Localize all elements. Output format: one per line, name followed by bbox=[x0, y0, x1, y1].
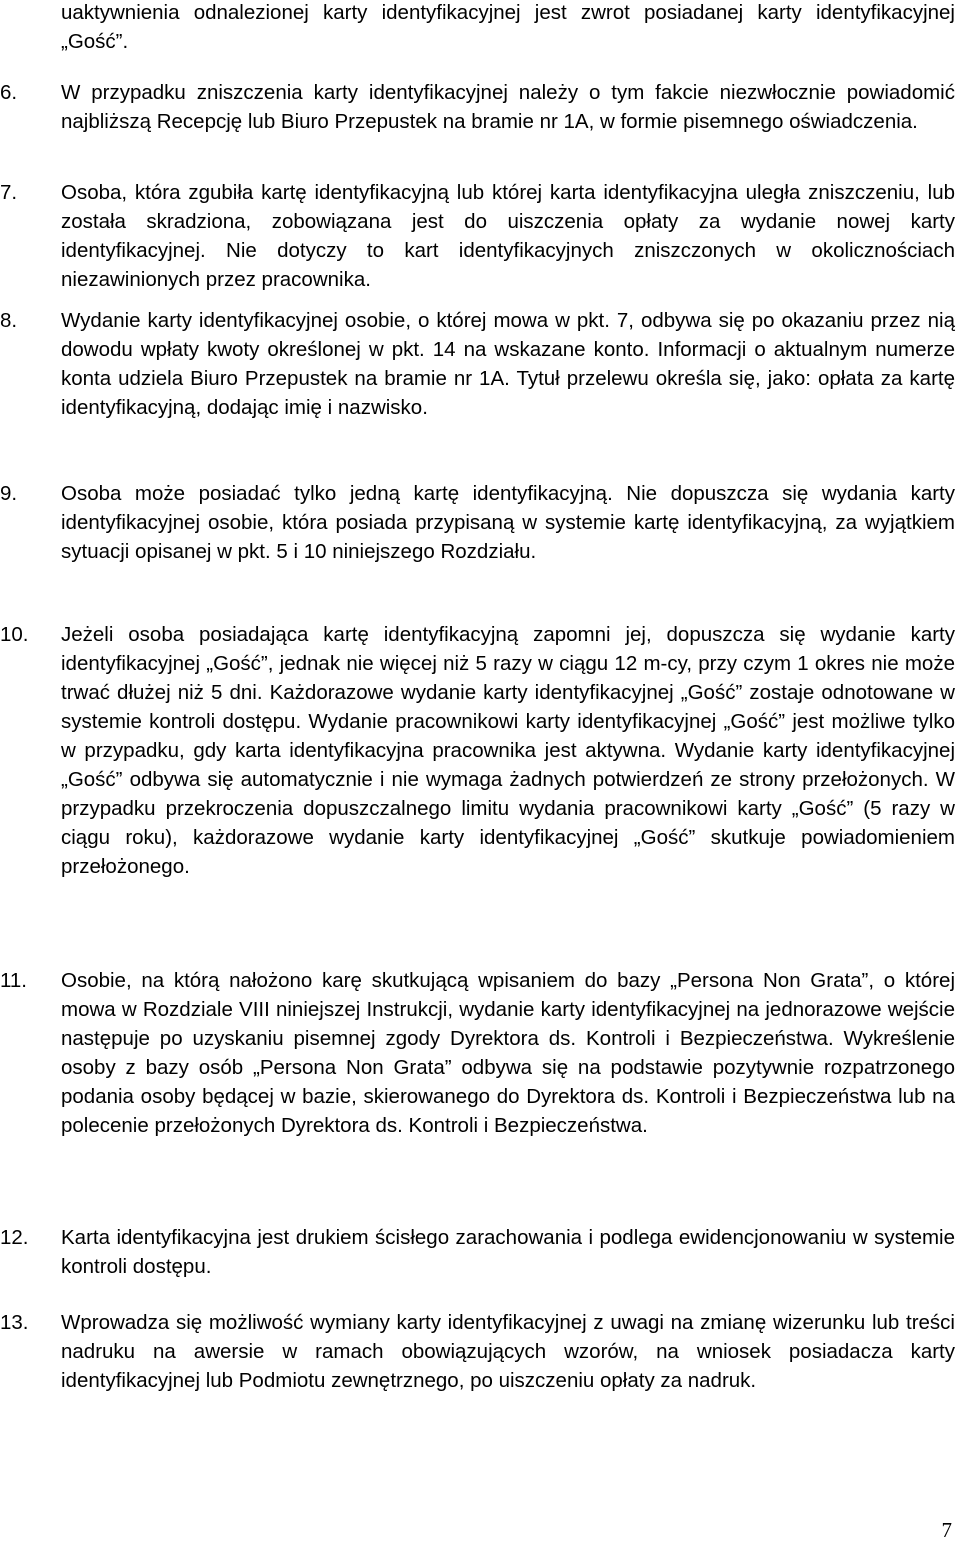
item-number: 10. bbox=[0, 623, 29, 646]
item-text: Wydanie karty identyfikacyjnej osobie, o której mowa w pkt. 7, odbywa się po okazaniu przez nią dowodu wpłaty kwoty określonej w pkt. 14 na wskazane konto. Informacji o aktualnym numerze konta udziela Biuro Przepustek na bramie nr 1A. Tytuł przelewu określa się, jako: opłata za kartę identyfikacyjną, dodając imię i nazwisko. bbox=[61, 309, 955, 419]
item-text: Jeżeli osoba posiadająca kartę identyfikacyjną zapomni jej, dopuszcza się wydanie karty identyfikacyjnej „Gość”, jednak nie więcej niż 5 razy w ciągu 12 m-cy, przy czym 1 okres nie może trwać dłużej niż 5 dni. Każdorazowe wydanie karty identyfikacyjnej „Gość” zostaje odnotowane w systemie kontroli dostępu. Wydanie pracownikowi karty identyfikacyjnej „Gość” jest możliwe tylko w przypadku, gdy karta identyfikacyjna pracownika jest aktywna. Wydanie karty identyfikacyjnej „Gość” odbywa się automatycznie i nie wymaga żadnych potwierdzeń ze strony przełożonych. W przypadku przekroczenia dopuszczalnego limitu wydania pracownikowi karty „Gość” (5 razy w ciągu roku), każdorazowe wydanie karty identyfikacyjnej „Gość” skutkuje powiadomieniem przełożonego. bbox=[61, 623, 955, 878]
page-number: 7 bbox=[941, 1518, 952, 1542]
item-number: 9. bbox=[0, 482, 18, 505]
item-text: Osobie, na którą nałożono karę skutkującą wpisaniem do bazy „Persona Non Grata”, o której mowa w Rozdziale VIII niniejszej Instrukcji, wydanie karty identyfikacyjnej na jednorazowe wejście następuje po uzyskaniu pisemnej zgody Dyrektora ds. Kontroli i Bezpieczeństwa. Wykreślenie osoby z bazy osób „Persona Non Grata” odbywa się na podstawie pozytywnie rozpatrzonego podania osoby będącej w bazie, skierowanego do Dyrektora ds. Kontroli i Bezpieczeństwa lub na polecenie przełożonych Dyrektora ds. Kontroli i Bezpieczeństwa. bbox=[61, 969, 955, 1137]
item-number: 11. bbox=[0, 969, 27, 992]
item-number: 13. bbox=[0, 1311, 29, 1334]
continuation-paragraph: uaktywnienia odnalezionej karty identyfikacyjnej jest zwrot posiadanej karty identyfikacyjnej „Gość”. bbox=[61, 1, 955, 53]
item-text: Karta identyfikacyjna jest drukiem ścisłego zarachowania i podlega ewidencjonowaniu w systemie kontroli dostępu. bbox=[61, 1226, 955, 1278]
item-text: Wprowadza się możliwość wymiany karty identyfikacyjnej z uwagi na zmianę wizerunku lub treści nadruku na awersie w ramach obowiązujących wzorów, na wniosek posiadacza karty identyfikacyjnej lub Podmiotu zewnętrznego, po uiszczeniu opłaty za nadruk. bbox=[61, 1311, 955, 1392]
item-number: 12. bbox=[0, 1226, 29, 1249]
item-number: 8. bbox=[0, 309, 18, 332]
item-number: 6. bbox=[0, 81, 18, 104]
item-text: Osoba, która zgubiła kartę identyfikacyjną lub której karta identyfikacyjna uległa zniszczeniu, lub została skradziona, zobowiązana jest do uiszczenia opłaty za wydanie nowej karty identyfikacyjnej. Nie dotyczy to kart identyfikacyjnych zniszczonych w okolicznościach niezawinionych przez pracownika. bbox=[61, 181, 955, 291]
item-text: W przypadku zniszczenia karty identyfikacyjnej należy o tym fakcie niezwłocznie powiadomić najbliższą Recepcję lub Biuro Przepustek na bramie nr 1A, w formie pisemnego oświadczenia. bbox=[61, 81, 955, 133]
item-number: 7. bbox=[0, 181, 18, 204]
item-text: Osoba może posiadać tylko jedną kartę identyfikacyjną. Nie dopuszcza się wydania karty identyfikacyjnej osobie, która posiada przypisaną w systemie kartę identyfikacyjną, za wyjątkiem sytuacji opisanej w pkt. 5 i 10 niniejszego Rozdziału. bbox=[61, 482, 955, 563]
